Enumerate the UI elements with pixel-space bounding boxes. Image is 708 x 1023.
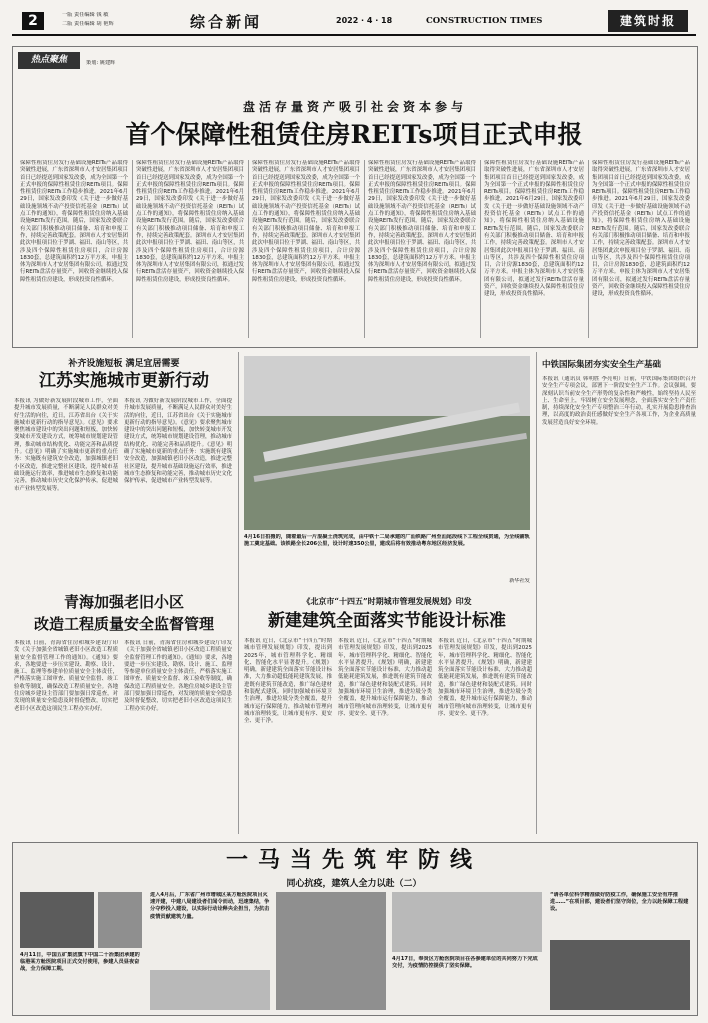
bottom-headline: 一马当先筑牢防线 — [225, 847, 482, 873]
lead-body-col-5: 保障性租赁住房发行基础设施REITs产品取得突破性进展，广东省深圳市人才安居集团项目首日已经提送到国家发改委，成为全国第一个正式申报的保障性租赁住房REITs项目。保障性租赁住房REITs工作稳步推进。2021年6月29日，国家发改委印发《关于进一步做好基础设施领域不动产投资信托基金（REITs）试点工作的通知》，将保障性租赁住房纳入基础设施REITs发行范围。随后，国家发改委联合有关部门积极推动项目储备、培育和申报工作，持续完善政策配套。深圳市人才安居集团此次申报项目位于罗湖、福田、南山等区，共涉及四个保障性租赁住房项目，合计房源1830套，总建筑面积约12万平方米。申报主体为深圳市人才安居集团有限公司，拟通过发行REITs盘活存量资产，回收资金继续投入保障性租赁住房建设，形成投资良性循环。 — [484, 160, 584, 298]
left1-body-col-2: 本报讯 为做好新发展阶段城市工作，全面提升城市发展质量，不断满足人民群众对美好生活的向往，近日，江苏省出台《关于实施城市更新行动的指导意见》。《意见》要求聚焦城市建设中的突出问题和短板，加快转变城市开发建设方式，统筹城市规划建设管理，推动城市结构优化、功能完善和品质提升。《意见》明确了实施城市更新的重点任务：实施既有建筑安全改造，加强城镇老旧小区改造，推进完整社区建设，提升城市基础设施运行效率，推进城市生态修复和功能完善，推动城市历史文化保护传承，促进城市产业转型发展等。 — [124, 398, 232, 485]
left2-body-col-1: 本报讯 日前，青海省住房和城乡建设厅印发《关于加强全省城镇老旧小区改造工程质量安全监督管理工作的通知》。《通知》要求，各地要进一步压实建设、勘察、设计、施工、监理等参建单位质量安全主体责任，严格落实施工图审查、质量安全监督、竣工验收等制度，确保改造工程质量安全。各地住房城乡建设主管部门要加强日常巡查，对发现的质量安全隐患及时督促整改，切实把老旧小区改造这项民生工程办实办好。 — [14, 640, 118, 712]
left1-headline: 江苏实施城市更新行动 — [39, 371, 209, 391]
hot-focus-label: 热点聚焦 — [18, 52, 80, 69]
site-photo-1 — [20, 892, 94, 948]
lead-headline: 首个保障性租赁住房REITs项目正式申报 — [125, 120, 583, 149]
lead-body-col-6: 保障性租赁住房发行基础设施REITs产品取得突破性进展，广东省深圳市人才安居集团项目首日已经提送到国家发改委，成为全国第一个正式申报的保障性租赁住房REITs项目。保障性租赁住房REITs工作稳步推进。2021年6月29日，国家发改委印发《关于进一步做好基础设施领域不动产投资信托基金（REITs）试点工作的通知》，将保障性租赁住房纳入基础设施REITs发行范围。随后，国家发改委联合有关部门积极推动项目储备、培育和申报工作，持续完善政策配套。深圳市人才安居集团此次申报项目位于罗湖、福田、南山等区，共涉及四个保障性租赁住房项目，合计房源1830套，总建筑面积约12万平方米。申报主体为深圳市人才安居集团有限公司，拟通过发行REITs盘活存量资产，回收资金继续投入保障性租赁住房建设，形成投资良性循环。 — [592, 160, 690, 298]
photo-credit: 新华社发 — [509, 578, 530, 584]
issue-date: 2022 · 4 · 18 — [336, 16, 393, 25]
mid-body-col-1: 本报讯 近日，《北京市“十四五”时期城市管理发展规划》印发，提出到2025年，城市管理科学化、精细化、智能化水平显著提升。《规划》明确，新建建筑全面落实节能设计标准，大力推动超低能耗建筑发展，推进既有建筑节能改造，推广绿色建材和装配式建筑。同时加强城市环境卫生治理，推进垃圾分类全覆盖，提升城市运行保障能力，推动城市管理向城市治理转变，让城市更有序、更安全、更干净。 — [244, 638, 332, 725]
column-rule — [238, 352, 239, 834]
mid-headline: 新建建筑全面落实节能设计标准 — [268, 611, 506, 631]
lead-kicker: 盘活存量资产吸引社会资本参与 — [242, 100, 467, 114]
lead-body-col-3: 保障性租赁住房发行基础设施REITs产品取得突破性进展，广东省深圳市人才安居集团项目首日已经提送到国家发改委，成为全国第一个正式申报的保障性租赁住房REITs项目。保障性租赁住房REITs工作稳步推进。2021年6月29日，国家发改委印发《关于进一步做好基础设施领域不动产投资信托基金（REITs）试点工作的通知》，将保障性租赁住房纳入基础设施REITs发行范围。随后，国家发改委联合有关部门积极推动项目储备、培育和申报工作，持续完善政策配套。深圳市人才安居集团此次申报项目位于罗湖、福田、南山等区，共涉及四个保障性租赁住房项目，合计房源1830套，总建筑面积约12万平方米。申报主体为深圳市人才安居集团有限公司，拟通过发行REITs盘活存量资产，回收资金继续投入保障性租赁住房建设，形成投资良性循环。 — [252, 160, 360, 283]
lead-body-col-1: 保障性租赁住房发行基础设施REITs产品取得突破性进展，广东省深圳市人才安居集团项目首日已经提送到国家发改委，成为全国第一个正式申报的保障性租赁住房REITs项目。保障性租赁住房REITs工作稳步推进。2021年6月29日，国家发改委印发《关于进一步做好基础设施领域不动产投资信托基金（REITs）试点工作的通知》，将保障性租赁住房纳入基础设施REITs发行范围。随后，国家发改委联合有关部门积极推动项目储备、培育和申报工作，持续完善政策配套。深圳市人才安居集团此次申报项目位于罗湖、福田、南山等区，共涉及四个保障性租赁住房项目，合计房源1830套，总建筑面积约12万平方米。申报主体为深圳市人才安居集团有限公司，拟通过发行REITs盘活存量资产，回收资金继续投入保障性租赁住房建设，形成投资良性循环。 — [20, 160, 128, 283]
section-title: 综合新闻 — [190, 13, 263, 31]
lead-body-col-2: 保障性租赁住房发行基础设施REITs产品取得突破性进展，广东省深圳市人才安居集团项目首日已经提送到国家发改委，成为全国第一个正式申报的保障性租赁住房REITs项目。保障性租赁住房REITs工作稳步推进。2021年6月29日，国家发改委印发《关于进一步做好基础设施领域不动产投资信托基金（REITs）试点工作的通知》，将保障性租赁住房纳入基础设施REITs发行范围。随后，国家发改委联合有关部门积极推动项目储备、培育和申报工作，持续完善政策配套。深圳市人才安居集团此次申报项目位于罗湖、福田、南山等区，共涉及四个保障性租赁住房项目，合计房源1830套，总建筑面积约12万平方米。申报主体为深圳市人才安居集团有限公司，拟通过发行REITs盘活存量资产，回收资金继续投入保障性租赁住房建设，形成投资良性循环。 — [136, 160, 244, 283]
left1-kicker: 补齐设施短板 满足宜居需要 — [68, 359, 180, 368]
column-rule — [132, 160, 133, 338]
lead-body-col-4: 保障性租赁住房发行基础设施REITs产品取得突破性进展，广东省深圳市人才安居集团项目首日已经提送到国家发改委，成为全国第一个正式申报的保障性租赁住房REITs项目。保障性租赁住房REITs工作稳步推进。2021年6月29日，国家发改委印发《关于进一步做好基础设施领域不动产投资信托基金（REITs）试点工作的通知》，将保障性租赁住房纳入基础设施REITs发行范围。随后，国家发改委联合有关部门积极推动项目储备、培育和申报工作，持续完善政策配套。深圳市人才安居集团此次申报项目位于罗湖、福田、南山等区，共涉及四个保障性租赁住房项目，合计房源1830套，总建筑面积约12万平方米。申报主体为深圳市人才安居集团有限公司，拟通过发行REITs盘活存量资产，回收资金继续投入保障性租赁住房建设，形成投资良性循环。 — [368, 160, 476, 283]
bottom-subtitle: 同心抗疫，建筑人全力以赴（二） — [286, 879, 422, 888]
hot-focus-editor: 策划: 姚建辉 — [86, 60, 116, 66]
site-photo-6 — [550, 940, 690, 1010]
masthead-logo: 建筑时报 — [608, 10, 688, 32]
site-photo-4 — [276, 892, 386, 1010]
left2-headline-1: 青海加强老旧小区 — [63, 593, 184, 611]
column-rule — [536, 352, 537, 834]
left1-body-col-1: 本报讯 为做好新发展阶段城市工作，全面提升城市发展质量，不断满足人民群众对美好生活的向往，近日，江苏省出台《关于实施城市更新行动的指导意见》。《意见》要求聚焦城市建设中的突出问题和短板，加快转变城市开发建设方式，统筹城市规划建设管理，推动城市结构优化、功能完善和品质提升。《意见》明确了实施城市更新的重点任务：实施既有建筑安全改造，加强城镇老旧小区改造，推进完整社区建设，提升城市基础设施运行效率，推进城市生态修复和功能完善，推动城市历史文化保护传承，促进城市产业转型发展等。 — [14, 398, 118, 492]
site-photo-5 — [392, 892, 542, 952]
column-rule — [364, 160, 365, 338]
bottom-caption-4: “请各单位科学精准做好防疫工作，确保施工安全有序推进……”在项目部，建设者们坚守岗位，全力以赴保障工程建设。 — [550, 892, 689, 913]
bottom-caption-3: 4月17日，奉贤区方舱医院项目在各参建单位的共同努力下完成交付，为疫情防控提供了坚实保障。 — [392, 956, 538, 970]
editor-line-2: 二版 责任编辑 胡 艳辉 — [62, 21, 114, 27]
mid-body-col-3: 本报讯 近日，《北京市“十四五”时期城市管理发展规划》印发，提出到2025年，城市管理科学化、精细化、智能化水平显著提升。《规划》明确，新建建筑全面落实节能设计标准，大力推动超低能耗建筑发展，推进既有建筑节能改造，推广绿色建材和装配式建筑。同时加强城市环境卫生治理，推进垃圾分类全覆盖，提升城市运行保障能力，推动城市管理向城市治理转变，让城市更有序、更安全、更干净。 — [438, 638, 532, 717]
right1-headline: 中铁国际集团夯实安全生产基础 — [542, 360, 662, 370]
page-number: 2 — [22, 12, 44, 30]
left2-body-col-2: 本报讯 日前，青海省住房和城乡建设厅印发《关于加强全省城镇老旧小区改造工程质量安全监督管理工作的通知》。《通知》要求，各地要进一步压实建设、勘察、设计、施工、监理等参建单位质量安全主体责任，严格落实施工图审查、质量安全监督、竣工验收等制度，确保改造工程质量安全。各地住房城乡建设主管部门要加强日常巡查，对发现的质量安全隐患及时督促整改，切实把老旧小区改造这项民生工程办实办好。 — [124, 640, 232, 712]
mid-body-col-2: 本报讯 近日，《北京市“十四五”时期城市管理发展规划》印发，提出到2025年，城市管理科学化、精细化、智能化水平显著提升。《规划》明确，新建建筑全面落实节能设计标准，大力推动超低能耗建筑发展，推进既有建筑节能改造，推广绿色建材和装配式建筑。同时加强城市环境卫生治理，推进垃圾分类全覆盖，提升城市运行保障能力，推动城市管理向城市治理转变，让城市更有序、更安全、更干净。 — [338, 638, 432, 717]
railway-photo — [244, 356, 530, 530]
column-rule — [248, 160, 249, 338]
bottom-caption-2: 进入4月后，广东省广州市增城区某方舱医院项目火速开建，中建八局建设者们闻令而动，迅速集结，争分夺秒投入建设，以实际行动诠释央企担当，为抗击疫情贡献建筑力量。 — [150, 892, 270, 920]
bottom-caption-1: 4月11日，中国五矿集团旗下中国二十冶集团承建的临港某方舱医院项目正式交付使用，参建人员昼夜奋战，全力保障工期。 — [20, 952, 140, 973]
paper-name-en: CONSTRUCTION TIMES — [426, 16, 543, 26]
column-rule — [588, 160, 589, 338]
column-rule — [480, 160, 481, 338]
editor-line-1: 一版 责任编辑 钱 敏 — [62, 12, 109, 18]
left2-headline-2: 改造工程质量安全监督管理 — [33, 615, 214, 633]
right1-body: 本报讯（通讯员 韩明胜 李亮明）日前，中铁国际集团组织召开安全生产专项会议，部署下一阶段安全生产工作。会议强调，要深刻认识当前安全生产形势的复杂性和严峻性，始终坚持人民至上、生命至上，牢固树立安全发展理念，全面落实安全生产责任制，持续深化安全生产专项整治三年行动，扎实开展隐患排查治理，以高度的政治责任感做好安全生产各项工作，为企业高质量发展营造良好安全环境。 — [542, 376, 696, 426]
header-rule — [12, 34, 696, 36]
photo-caption: 4月16日拍摄的，随着最后一片混凝土浇筑完成，由中铁十二局承建的广汕铁路广州至汕尾段线下工程全线贯通，为全线铺轨施工奠定基础。该铁路全长206公里，设计时速350公里，建成后将有效推动粤东地区经济发展。 — [244, 534, 530, 548]
site-photo-3 — [150, 970, 270, 1010]
site-photo-2 — [98, 892, 142, 948]
mid-kicker: 《北京市“十四五”时期城市管理发展规划》印发 — [302, 596, 472, 606]
